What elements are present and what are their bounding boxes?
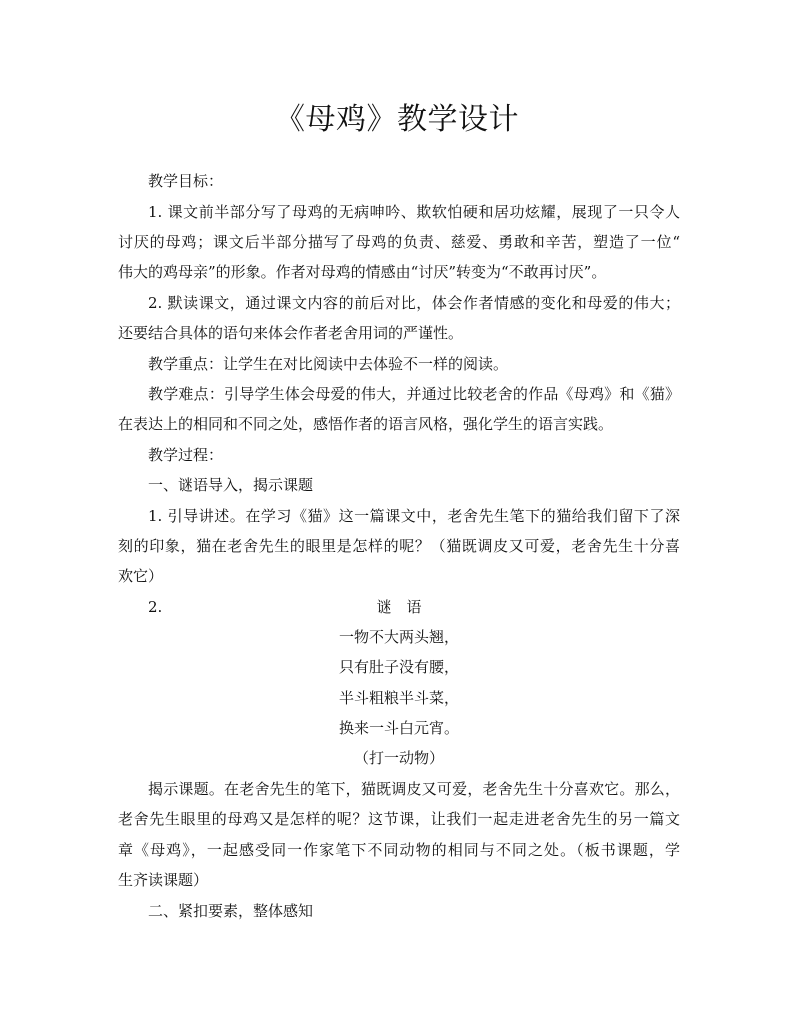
step1-line1: 1. 引导讲述。在学习《猫》这一篇课文中，老舍先生笔下的猫给我们留下了深 [148, 507, 680, 525]
goal1-line1: 1. 课文前半部分写了母鸡的无病呻吟、欺软怕硬和居功炫耀，展现了一只令人 [148, 203, 680, 221]
reveal-line4: 生齐读课题） [118, 871, 209, 889]
reveal-line3: 章《母鸡》，一起感受同一作家笔下不同动物的相同与不同之处。（板书课题，学 [118, 841, 680, 859]
riddle-line2: 只有肚子没有腰， [338, 658, 459, 676]
riddle-line3: 半斗粗粮半斗菜， [338, 689, 459, 707]
step1-line2: 刻的印象，猫在老舍先生的眼里是怎样的呢？（猫既调皮又可爱，老舍先生十分喜 [118, 537, 680, 555]
goal2-line2: 还要结合具体的语句来体会作者老舍用词的严谨性。 [118, 324, 464, 342]
difficulty-line1: 教学难点：引导学生体会母爱的伟大，并通过比较老舍的作品《母鸡》和《猫》 [148, 385, 680, 403]
difficulty-line2: 在表达上的相同和不同之处，感悟作者的语言风格，强化学生的语言实践。 [118, 415, 614, 433]
reveal-line1: 揭示课题。在老舍先生的笔下，猫既调皮又可爱，老舍先生十分喜欢它。那么， [148, 780, 680, 798]
page-title: 《母鸡》教学设计 [275, 102, 519, 137]
riddle-line4: 换来一斗白元宵。 [338, 719, 459, 737]
process-heading: 教学过程： [148, 446, 224, 464]
riddle-title: 谜 语 [376, 598, 422, 616]
goal1-line2: 讨厌的母鸡；课文后半部分描写了母鸡的负责、慈爱、勇敢和辛苦，塑造了一位“ [118, 233, 680, 251]
step1-line3: 欢它） [118, 567, 164, 585]
riddle-line1: 一物不大两头翘， [338, 628, 459, 646]
goal2-line1: 2. 默读课文，通过课文内容的前后对比，体会作者情感的变化和母爱的伟大； [148, 294, 680, 312]
riddle-hint: （打一动物） [353, 749, 444, 767]
goal1-line3: 伟大的鸡母亲”的形象。作者对母鸡的情感由“讨厌”转变为“不敢再讨厌”。 [118, 263, 607, 281]
section2-heading: 二、紧扣要素，整体感知 [148, 902, 314, 920]
key-point: 教学重点：让学生在对比阅读中去体验不一样的阅读。 [148, 355, 509, 373]
section1-heading: 一、谜语导入，揭示课题 [148, 476, 314, 494]
reveal-line2: 老舍先生眼里的母鸡又是怎样的呢？这节课，让我们一起走进老舍先生的另一篇文 [118, 810, 680, 828]
step2-number: 2. [148, 598, 163, 616]
goals-heading: 教学目标： [148, 172, 224, 190]
